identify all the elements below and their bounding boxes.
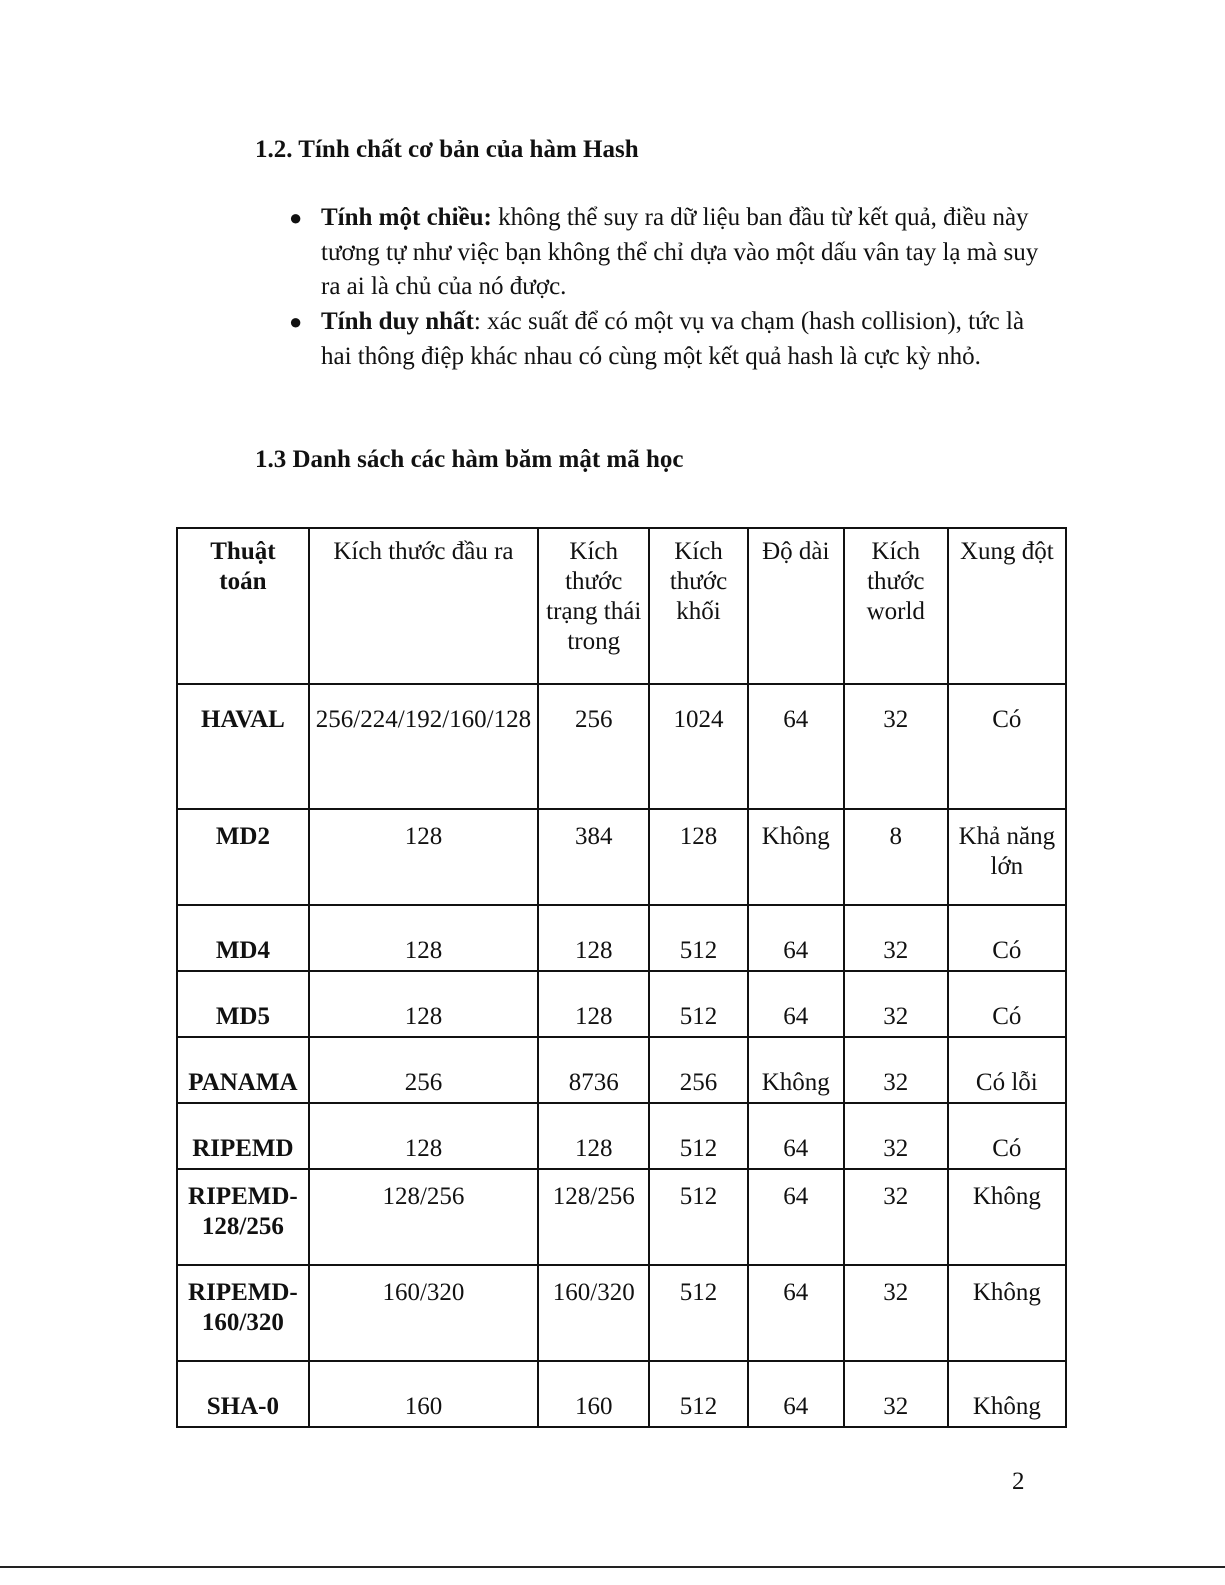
table-cell: Không [948,1265,1066,1361]
list-item-one-way [255,201,1045,305]
algorithm-cell: RIPEMD-128/256 [177,1169,309,1265]
column-header: Thuật toán [177,528,309,684]
table-cell: 256/224/192/160/128 [309,684,538,809]
bullet-icon: ● [289,309,303,335]
table-cell: 384 [538,809,649,905]
table-cell: 128/256 [309,1169,538,1265]
bullet-text: không thể suy ra dữ liệu ban đầu từ kết quả, điều này tương tự như việc bạn không thể chỉ dựa vào một dấu vân tay lạ mà suy ra ai là chủ của nó được. [321,204,1039,301]
table-cell: 32 [844,905,948,971]
table-body [177,684,1066,1427]
table-row [177,1169,1066,1265]
table-row [177,684,1066,809]
section-heading-properties: 1.2. Tính chất cơ bản của hàm Hash [255,136,639,163]
table-cell: Khả năng lớn [948,809,1066,905]
table-cell: 64 [748,1361,844,1427]
table-cell: 512 [649,1265,747,1361]
table-row [177,971,1066,1037]
table-cell: 128 [309,809,538,905]
algorithm-cell: RIPEMD [177,1103,309,1169]
table-cell: 512 [649,971,747,1037]
column-header: Kích thước khối [649,528,747,684]
table-row [177,809,1066,905]
table-cell: 32 [844,1169,948,1265]
table-cell: 8 [844,809,948,905]
table-cell: 64 [748,1265,844,1361]
algorithm-cell: MD4 [177,905,309,971]
algorithm-cell: SHA-0 [177,1361,309,1427]
bullet-term: Tính một chiều: [321,204,492,231]
section-heading-hash-list: 1.3 Danh sách các hàm băm mật mã học [255,446,684,473]
algorithm-cell: MD5 [177,971,309,1037]
table-cell: 128 [649,809,747,905]
table-cell: Có [948,905,1066,971]
table-row [177,1361,1066,1427]
column-header: Kích thước world [844,528,948,684]
table-cell: 512 [649,1103,747,1169]
properties-list [255,201,1045,375]
table-cell: 64 [748,1103,844,1169]
table-row [177,905,1066,971]
table-cell: 32 [844,1265,948,1361]
table-cell: 64 [748,905,844,971]
table-cell: 8736 [538,1037,649,1103]
table-cell: Không [948,1361,1066,1427]
table-cell: 32 [844,684,948,809]
table-cell: Có [948,684,1066,809]
table-row [177,1265,1066,1361]
table-cell: 32 [844,971,948,1037]
column-header: Xung đột [948,528,1066,684]
list-item-uniqueness [255,305,1045,374]
table-cell: 128 [538,905,649,971]
table-cell: Không [948,1169,1066,1265]
table-cell: 32 [844,1037,948,1103]
table-cell: 128 [309,905,538,971]
table-cell: 512 [649,1361,747,1427]
algorithm-cell: PANAMA [177,1037,309,1103]
page-bottom-divider [0,1566,1225,1568]
table-row [177,1103,1066,1169]
table-cell: Không [748,809,844,905]
algorithm-cell: MD2 [177,809,309,905]
table-cell: Không [748,1037,844,1103]
table-cell: 160 [309,1361,538,1427]
table-row [177,1037,1066,1103]
table-cell: 512 [649,905,747,971]
table-cell: 64 [748,1169,844,1265]
table-cell: 32 [844,1103,948,1169]
table-cell: 128/256 [538,1169,649,1265]
table-cell: 32 [844,1361,948,1427]
table-cell: Có lỗi [948,1037,1066,1103]
algorithm-cell: HAVAL [177,684,309,809]
table-cell: 256 [538,684,649,809]
algorithm-cell: RIPEMD-160/320 [177,1265,309,1361]
table-cell: 1024 [649,684,747,809]
table-cell: 256 [649,1037,747,1103]
table-cell: Có [948,971,1066,1037]
table-cell: 256 [309,1037,538,1103]
table-cell: 128 [309,1103,538,1169]
table-cell: 128 [309,971,538,1037]
table-cell: 128 [538,1103,649,1169]
column-header: Kích thước đầu ra [309,528,538,684]
table-cell: 128 [538,971,649,1037]
bullet-term: Tính duy nhất [321,308,474,336]
page-number: 2 [1012,1468,1025,1495]
table-cell: Có [948,1103,1066,1169]
column-header: Kích thước trạng thái trong [538,528,649,684]
table-cell: 64 [748,971,844,1037]
table-cell: 160/320 [309,1265,538,1361]
bullet-icon: ● [289,205,303,230]
hash-functions-table [176,527,1067,1428]
table-header-row [177,528,1066,684]
table-cell: 160 [538,1361,649,1427]
bullet-text: : xác suất để có một vụ va chạm (hash collision), tức là hai thông điệp khác nhau có cùng một kết quả hash là cực kỳ nhỏ. [321,308,1025,370]
table-cell: 64 [748,684,844,809]
table-cell: 160/320 [538,1265,649,1361]
column-header: Độ dài [748,528,844,684]
table-cell: 512 [649,1169,747,1265]
